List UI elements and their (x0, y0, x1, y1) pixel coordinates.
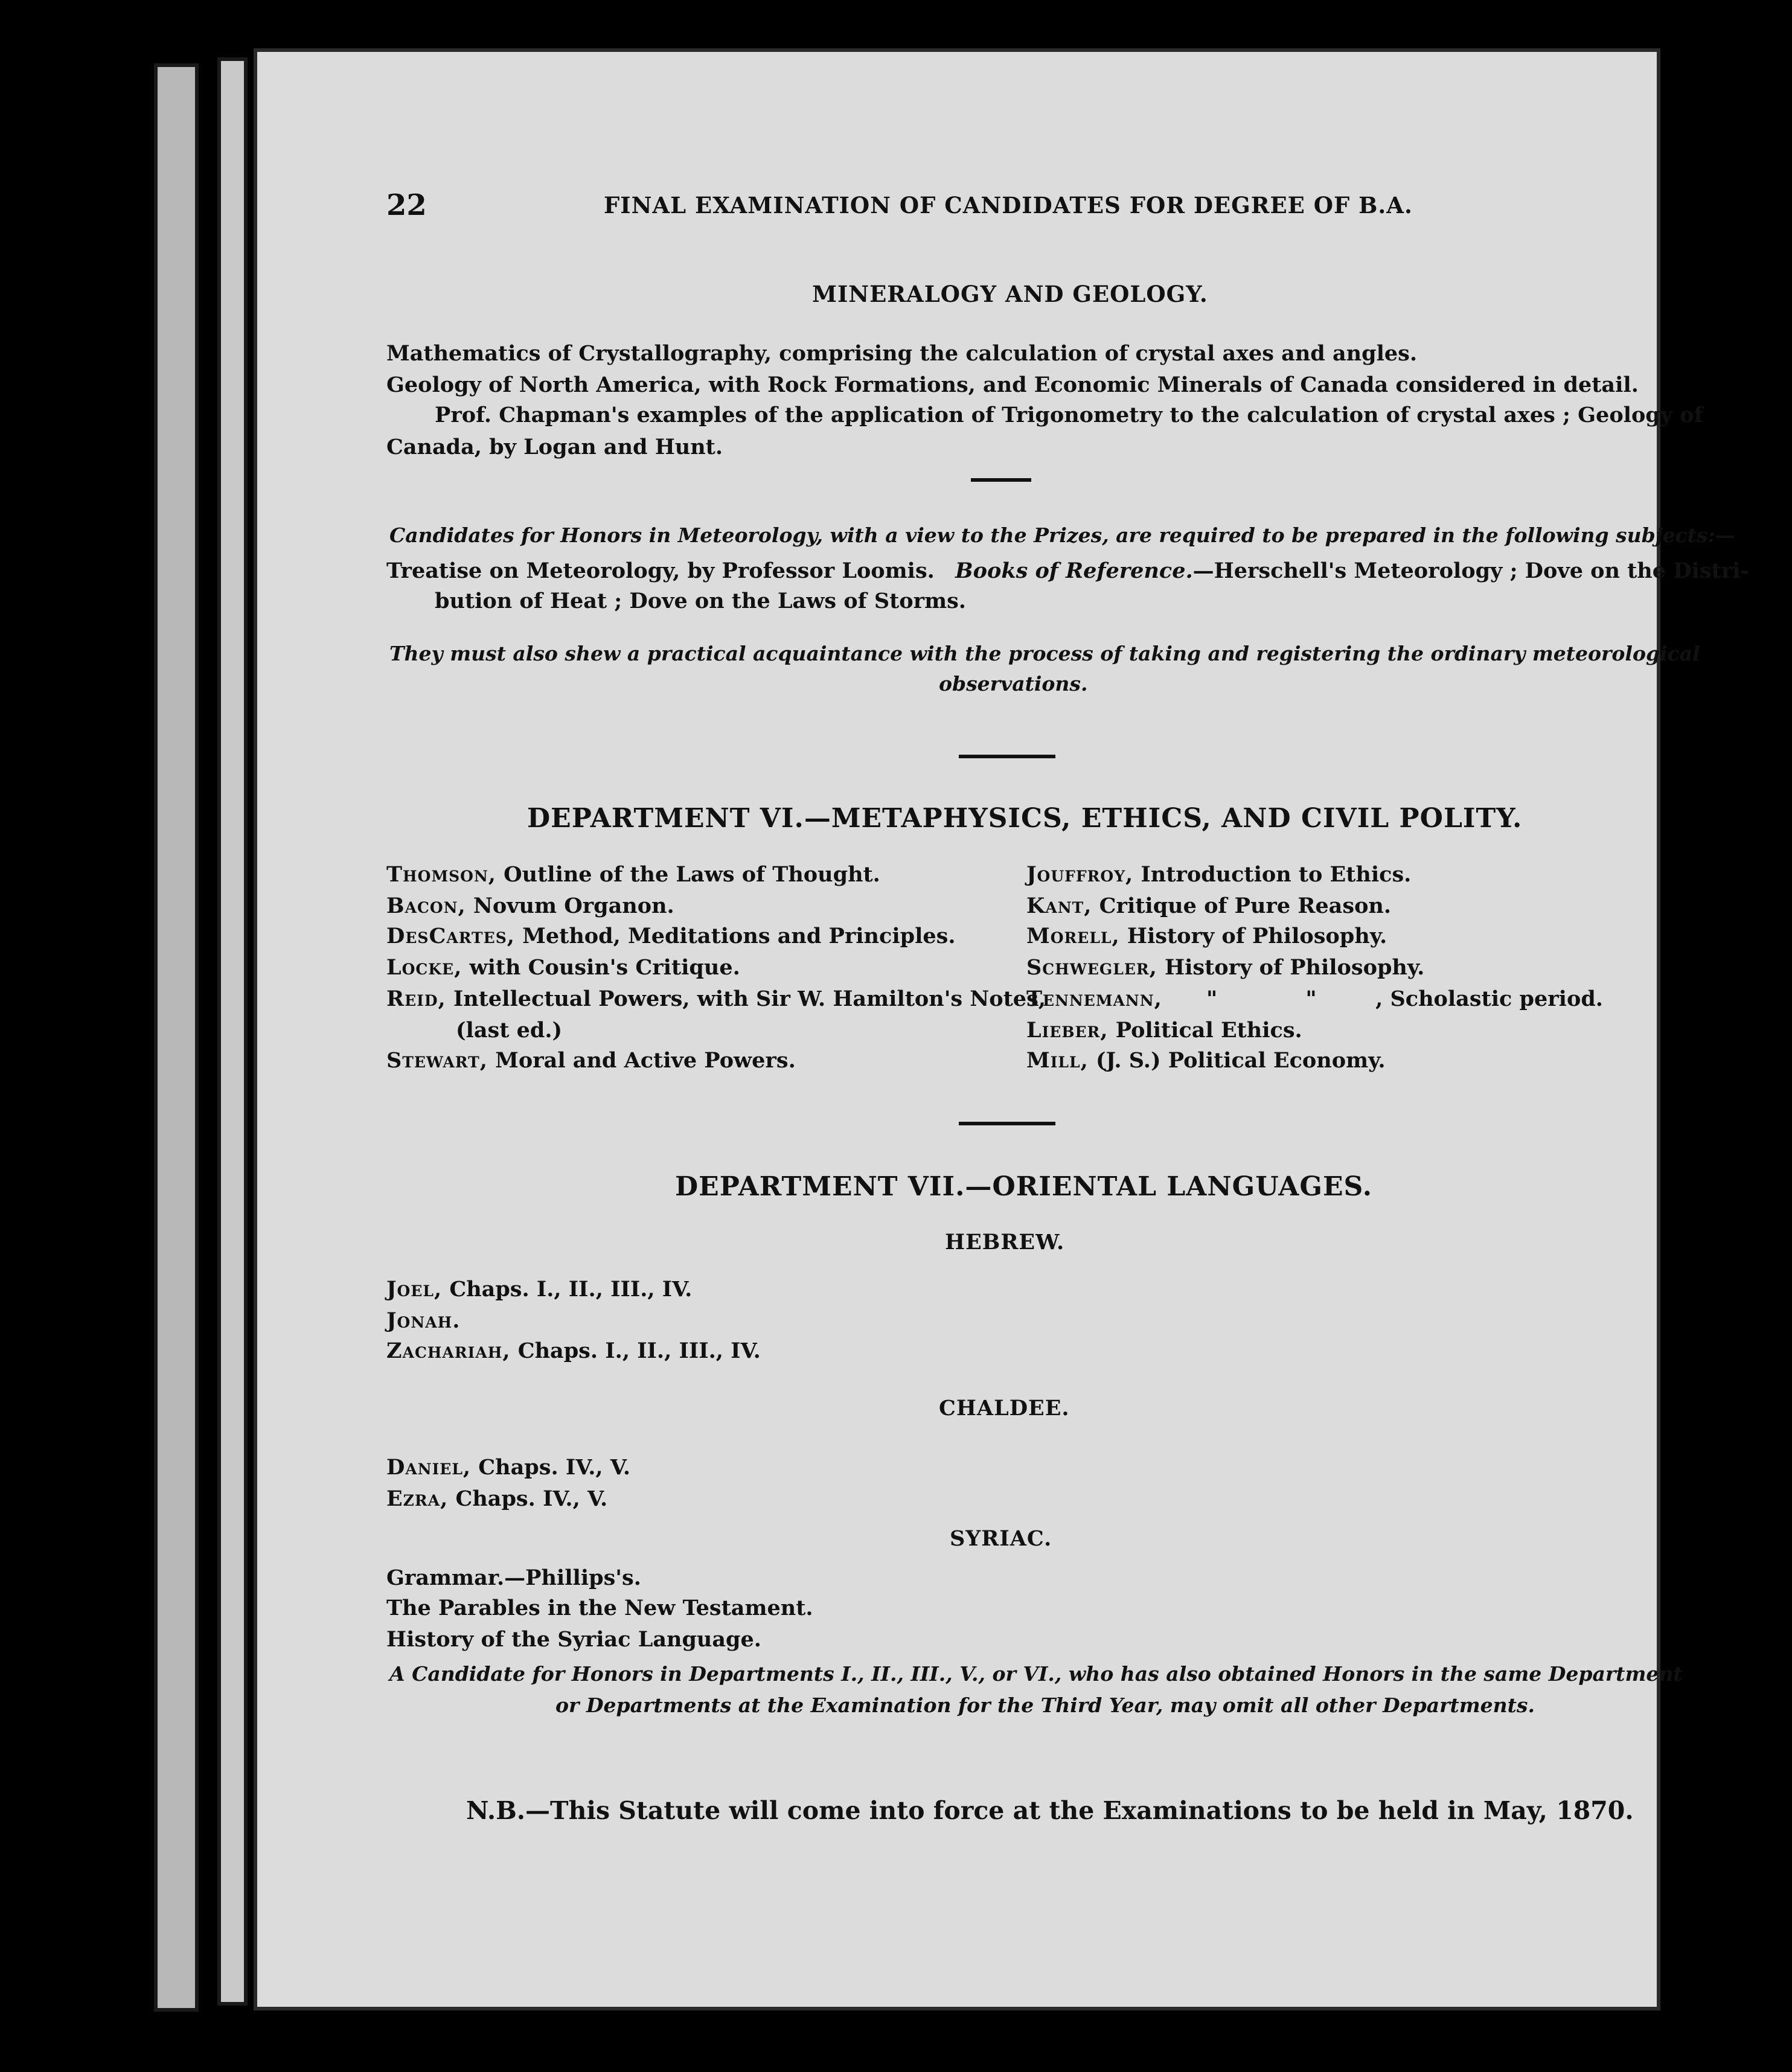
meteorology-intro: Candidates for Honors in Meteorology, with a view to the Prizes, are required to be prepared in the following subjects:— (389, 523, 1735, 547)
hebrew-heading: HEBREW. (945, 1230, 1065, 1255)
department-7-heading: DEPARTMENT VII.—ORIENTAL LANGUAGES. (675, 1171, 1373, 1202)
syriac-item: Grammar.—Phillips's. (386, 1565, 641, 1590)
dept6-right-item: Kant, Critique of Pure Reason. (1026, 894, 1392, 918)
chaldee-item: Ezra, Chaps. IV., V. (386, 1486, 608, 1511)
section-divider (959, 755, 1055, 758)
dept6-right-item: Mill, (J. S.) Political Economy. (1026, 1048, 1386, 1073)
hebrew-item: Jonah. (386, 1308, 461, 1333)
dept6-left-item: DesCartes, Method, Meditations and Principles. (386, 924, 956, 948)
nb-note: N.B.—This Statute will come into force at the Examinations to be held in May, 1870. (466, 1796, 1634, 1825)
running-title: FINAL EXAMINATION OF CANDIDATES FOR DEGREE OF B.A. (604, 192, 1413, 219)
books-of-reference-label: Books of Reference. (955, 558, 1193, 583)
honors-note-line-2: or Departments at the Examination for the Third Year, may omit all other Departments. (555, 1693, 1535, 1717)
chaldee-heading: CHALDEE. (939, 1396, 1070, 1421)
mineralogy-line-1: Mathematics of Crystallography, comprising the calculation of crystal axes and angles. (386, 341, 1418, 366)
dept6-left-item: Bacon, Novum Organon. (386, 894, 674, 918)
page-edge-middle (217, 57, 248, 2006)
page-number: 22 (386, 188, 427, 222)
meteorology-treatise: Treatise on Meteorology, by Professor Loomis. (386, 558, 935, 583)
mineralogy-line-4: Canada, by Logan and Hunt. (386, 435, 723, 459)
meteorology-line-2: bution of Heat ; Dove on the Laws of Storms. (435, 589, 966, 613)
dept6-left-item: Stewart, Moral and Active Powers. (386, 1048, 796, 1073)
section-divider (959, 1122, 1055, 1125)
chaldee-item: Daniel, Chaps. IV., V. (386, 1455, 631, 1480)
section-divider (971, 478, 1031, 482)
dept6-left-item: Locke, with Cousin's Critique. (386, 955, 740, 980)
dept6-right-item: Lieber, Political Ethics. (1026, 1018, 1302, 1043)
syriac-item: The Parables in the New Testament. (386, 1596, 813, 1620)
dept6-right-item: Tennemann, " " , Scholastic period. (1026, 986, 1603, 1011)
dept6-left-item: (last ed.) (456, 1018, 563, 1043)
page-edge-back (154, 63, 199, 2012)
dept6-left-item: Reid, Intellectual Powers, with Sir W. Hamilton's Notes, (386, 986, 1046, 1011)
syriac-item: History of the Syriac Language. (386, 1627, 761, 1652)
meteorology-line-1 (386, 558, 1749, 583)
hebrew-item: Joel, Chaps. I., II., III., IV. (386, 1277, 693, 1302)
dept6-right-item: Schwegler, History of Philosophy. (1026, 955, 1425, 980)
mineralogy-line-3: Prof. Chapman's examples of the application of Trigonometry to the calculation of crystal axes ; Geology of (435, 403, 1703, 427)
dept6-left-item: Thomson, Outline of the Laws of Thought. (386, 862, 880, 887)
department-6-heading: DEPARTMENT VI.—METAPHYSICS, ETHICS, AND CIVIL POLITY. (527, 803, 1523, 834)
mineralogy-heading: MINERALOGY AND GEOLOGY. (812, 281, 1208, 307)
dept6-right-item: Jouffroy, Introduction to Ethics. (1026, 862, 1412, 887)
hebrew-item: Zachariah, Chaps. I., II., III., IV. (386, 1338, 761, 1363)
meteorology-references: —Herschell's Meteorology ; Dove on the Distri- (1192, 558, 1749, 583)
mineralogy-line-2: Geology of North America, with Rock Formations, and Economic Minerals of Canada considered in detail. (386, 373, 1639, 397)
dept6-right-item: Morell, History of Philosophy. (1026, 924, 1387, 948)
meteorology-practical-2: observations. (939, 672, 1088, 695)
syriac-heading: SYRIAC. (950, 1526, 1052, 1551)
honors-note-line-1: A Candidate for Honors in Departments I., II., III., V., or VI., who has also obtained Honors in the same Department (389, 1662, 1683, 1686)
meteorology-practical-1: They must also shew a practical acquaintance with the process of taking and registering the ordinary meteorological (389, 642, 1700, 665)
